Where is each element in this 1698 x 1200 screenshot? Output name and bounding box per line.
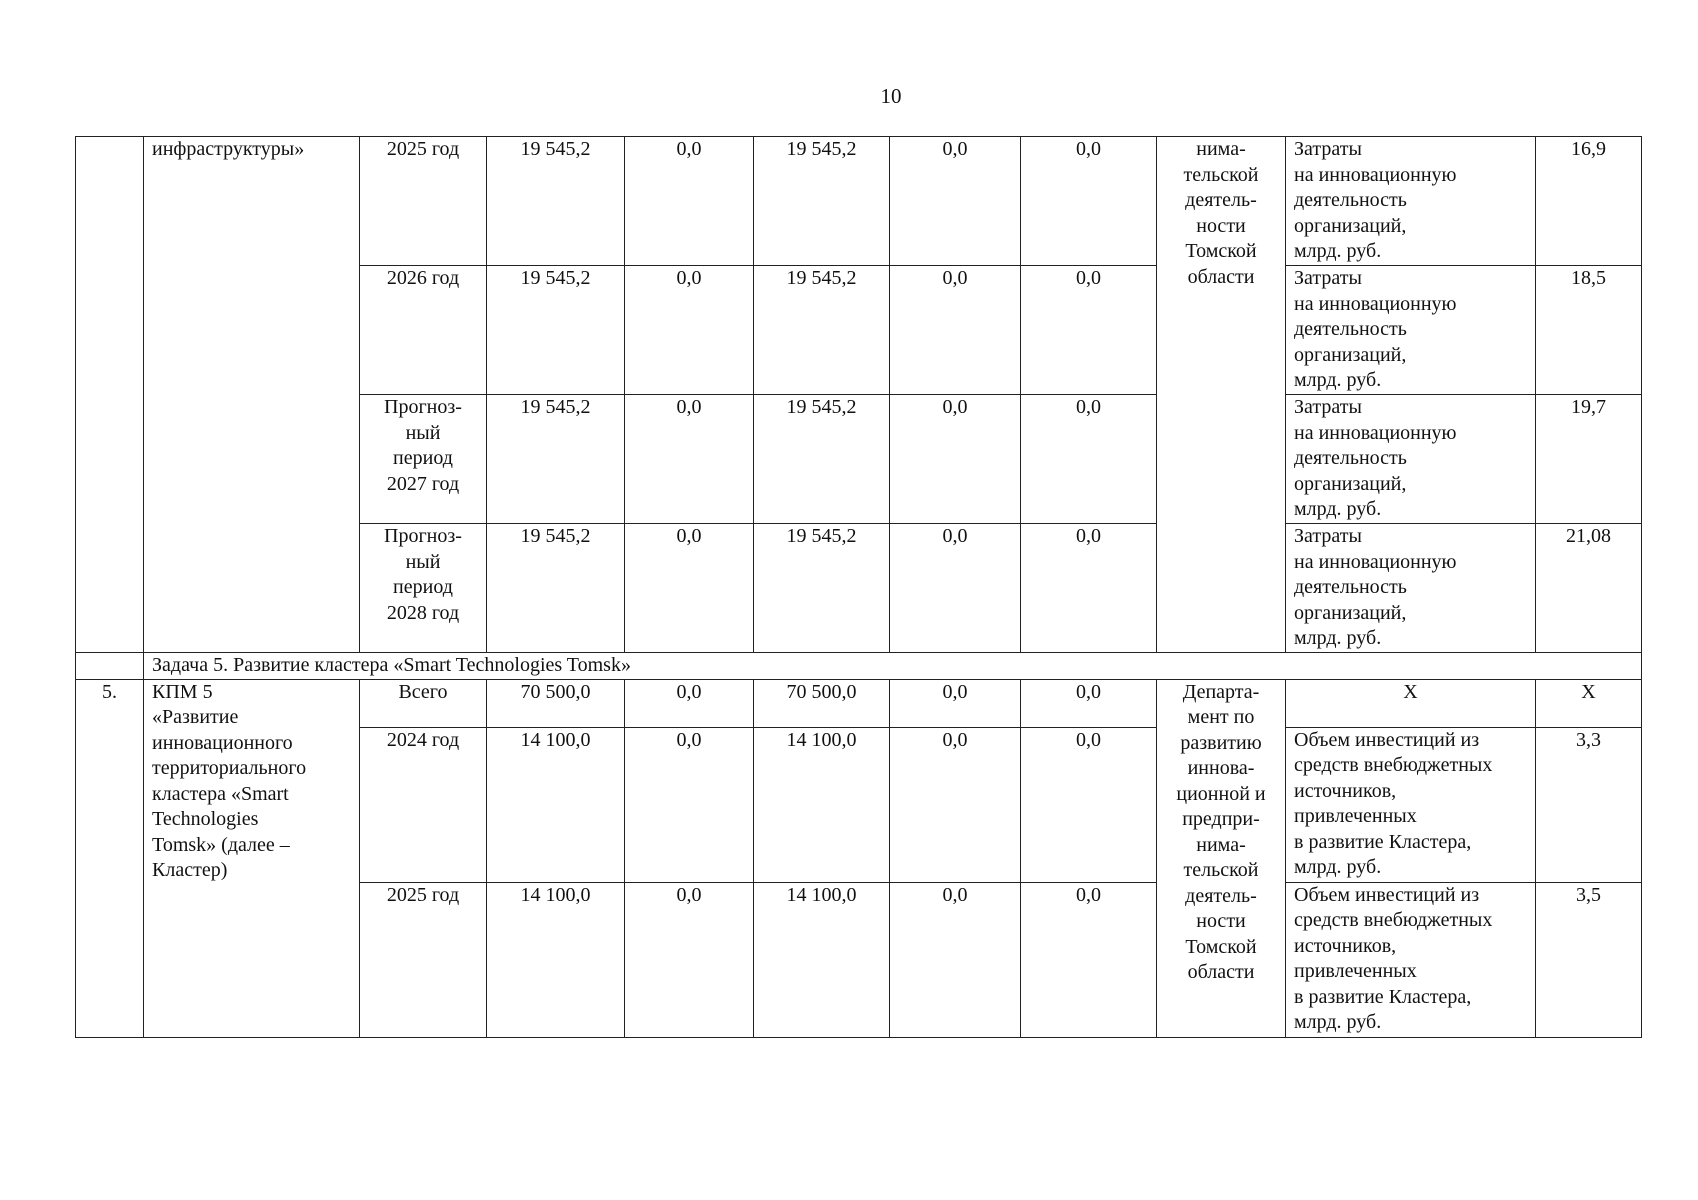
federal-cell: 0,0 [625,524,754,653]
local-cell: 0,0 [890,727,1021,882]
indicator-value-cell: 19,7 [1536,395,1642,524]
indicator-cell: Х [1286,679,1536,727]
responsible-cell: Департа- мент по развитию иннова- ционной и предпри- нима- тельской деятель- ности Томской области [1157,679,1286,1037]
total-cell: 19 545,2 [487,266,625,395]
total-cell: 14 100,0 [487,882,625,1037]
indicator-value-cell: Х [1536,679,1642,727]
federal-cell: 0,0 [625,266,754,395]
other-cell: 0,0 [1021,524,1157,653]
regional-cell: 19 545,2 [754,395,890,524]
indicator-cell: Объем инвестиций из средств внебюджетных источников, привлеченных в развитие Кластера, млрд. руб. [1286,882,1536,1037]
other-cell: 0,0 [1021,266,1157,395]
task-title: Задача 5. Развитие кластера «Smart Technologies Tomsk» [144,653,1642,680]
regional-cell: 70 500,0 [754,679,890,727]
period-cell: 2026 год [360,266,487,395]
indicator-value-cell: 3,5 [1536,882,1642,1037]
activity-name-cell: инфраструктуры» [144,137,360,653]
table-row [76,137,1642,266]
regional-cell: 14 100,0 [754,882,890,1037]
regional-cell: 19 545,2 [754,524,890,653]
period-cell: Прогноз- ный период 2027 год [360,395,487,524]
period-cell: Прогноз- ный период 2028 год [360,524,487,653]
local-cell: 0,0 [890,882,1021,1037]
federal-cell: 0,0 [625,679,754,727]
program-table [75,136,1642,1038]
task-row [76,653,1642,680]
local-cell: 0,0 [890,137,1021,266]
period-cell: 2024 год [360,727,487,882]
other-cell: 0,0 [1021,137,1157,266]
local-cell: 0,0 [890,266,1021,395]
indicator-cell: Затраты на инновационную деятельность организаций, млрд. руб. [1286,266,1536,395]
row-number-cell: 5. [76,679,144,1037]
federal-cell: 0,0 [625,395,754,524]
indicator-cell: Затраты на инновационную деятельность организаций, млрд. руб. [1286,524,1536,653]
activity-name-cell: КПМ 5 «Развитие инновационного территориального кластера «Smart Technologies Tomsk» (далее – Кластер) [144,679,360,1037]
total-cell: 14 100,0 [487,727,625,882]
indicator-cell: Затраты на инновационную деятельность организаций, млрд. руб. [1286,395,1536,524]
federal-cell: 0,0 [625,882,754,1037]
row-number-cell [76,137,144,653]
indicator-value-cell: 21,08 [1536,524,1642,653]
total-cell: 19 545,2 [487,137,625,266]
indicator-value-cell: 18,5 [1536,266,1642,395]
period-cell: 2025 год [360,882,487,1037]
period-cell: 2025 год [360,137,487,266]
regional-cell: 19 545,2 [754,266,890,395]
period-cell: Всего [360,679,487,727]
indicator-value-cell: 3,3 [1536,727,1642,882]
responsible-cell: нима- тельской деятель- ности Томской области [1157,137,1286,653]
total-cell: 70 500,0 [487,679,625,727]
local-cell: 0,0 [890,395,1021,524]
regional-cell: 14 100,0 [754,727,890,882]
federal-cell: 0,0 [625,137,754,266]
table-row [76,679,1642,727]
total-cell: 19 545,2 [487,395,625,524]
regional-cell: 19 545,2 [754,137,890,266]
federal-cell: 0,0 [625,727,754,882]
local-cell: 0,0 [890,679,1021,727]
indicator-cell: Объем инвестиций из средств внебюджетных источников, привлеченных в развитие Кластера, млрд. руб. [1286,727,1536,882]
other-cell: 0,0 [1021,679,1157,727]
other-cell: 0,0 [1021,882,1157,1037]
indicator-cell: Затраты на инновационную деятельность организаций, млрд. руб. [1286,137,1536,266]
other-cell: 0,0 [1021,395,1157,524]
row-number-cell [76,653,144,680]
page-number: 10 [880,84,902,108]
other-cell: 0,0 [1021,727,1157,882]
local-cell: 0,0 [890,524,1021,653]
total-cell: 19 545,2 [487,524,625,653]
indicator-value-cell: 16,9 [1536,137,1642,266]
